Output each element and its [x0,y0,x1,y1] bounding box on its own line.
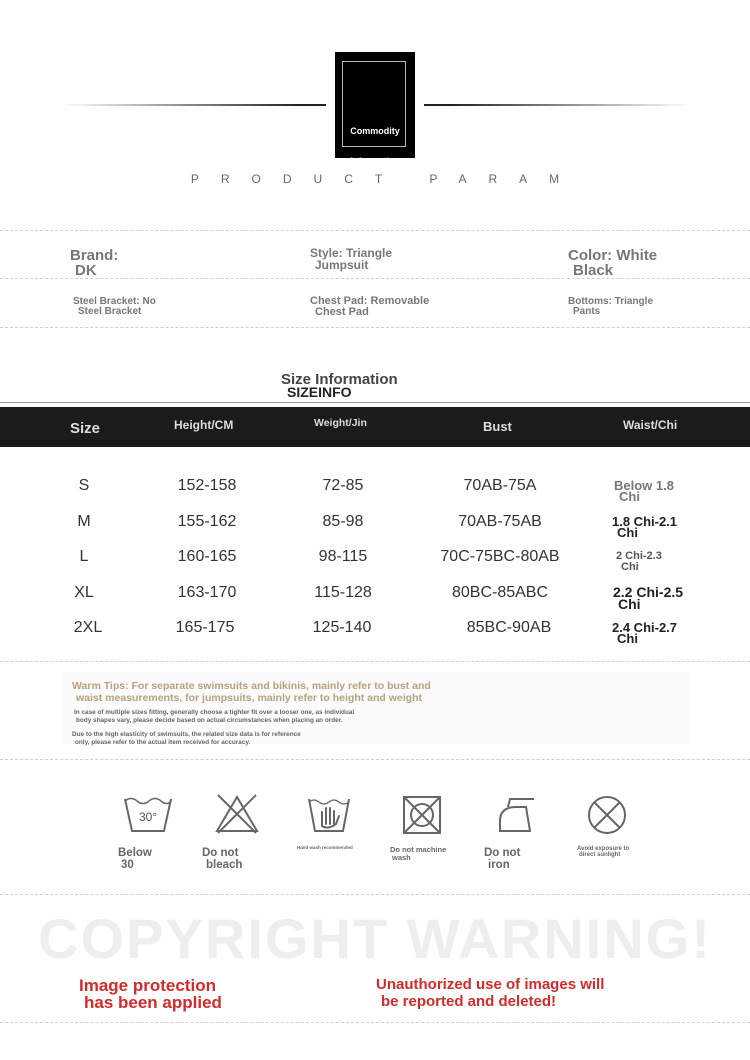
cell-height-s: 152-158 [177,477,237,494]
attr-style-label: Style: Triangle [310,246,393,260]
care-label-bleach-l1: Do not [202,847,239,859]
cell-height-m: 155-162 [177,513,237,530]
col-height: Height/CM [174,418,234,432]
attr-bottoms-value: Pants [573,306,601,317]
image-protection-notice [79,977,222,1011]
no-iron-icon [496,797,538,840]
unauthorized-use-notice [376,976,604,1010]
divider [0,894,750,895]
divider [0,661,750,662]
attr-color-value: Black [573,262,614,279]
cell-weight-2xl: 125-140 [312,619,372,636]
attr-bottoms-label: Bottoms: Triangle [568,296,654,307]
badge-line-2: Information [350,156,400,166]
divider [0,278,750,279]
cell-waist-l-l1: 2 Chi-2.3 [616,550,662,562]
fit-note-line-2: body shapes vary, please decide based on actual circumstances when placing an order. [76,717,343,724]
wash-30-icon [122,793,174,840]
cell-waist-2xl [612,622,722,644]
care-label-machine-l2: wash [392,852,411,862]
divider [0,230,750,231]
cell-weight-xl: 115-128 [314,584,372,601]
col-waist: Waist/Chi [623,418,678,432]
care-label-machine-l1: Do not machine [390,845,447,854]
table-top-rule [0,402,750,403]
cell-size-m: M [77,513,91,530]
care-label-sun [577,846,629,858]
elasticity-note-line-1: Due to the high elasticity of swimsuits, the related size data is for reference [72,731,301,738]
care-label-iron [484,848,520,871]
hand-wash-icon [306,795,352,840]
cell-size-2xl: 2XL [73,619,103,636]
attr-steel-bracket [73,297,156,317]
header-line-left [62,104,326,106]
cell-waist-s [614,480,724,502]
cell-waist-m-l1: 1.8 Chi-2.1 [612,514,678,529]
cell-waist-l [616,551,726,573]
attr-style [310,247,392,271]
size-info-subtitle: SIZEINFO [287,384,352,400]
attr-steel-bracket-label: Steel Bracket: No [73,296,156,307]
fit-note [74,709,404,725]
cell-bust-2xl: 85BC-90AB [466,619,552,636]
size-table-header [0,407,750,447]
attr-brand [70,248,118,278]
warm-tips [72,680,492,704]
cell-height-xl: 163-170 [177,584,237,601]
care-label-wash-l2: 30 [121,858,134,871]
cell-waist-m-l2: Chi [617,525,638,540]
divider [0,327,750,328]
cell-waist-xl [613,586,723,610]
care-label-bleach [202,848,242,871]
cell-bust-s: 70AB-75A [463,477,537,494]
cell-waist-m [612,516,722,538]
col-size: Size [70,420,101,437]
care-label-bleach-l2: bleach [206,858,243,871]
unauthorized-l1: Unauthorized use of images will [376,976,605,993]
warm-tips-line-1: Warm Tips: For separate swimsuits and bikinis, mainly refer to bust and [72,680,431,692]
care-label-machine [390,846,446,861]
image-protection-l1: Image protection [79,976,216,995]
attr-steel-bracket-value: Steel Bracket [78,306,142,317]
fit-note-line-1: In case of multiple sizes fitting, generally choose a tighter fit over a looser one, as individual [74,709,355,716]
care-label-wash [118,848,152,871]
unauthorized-l2: be reported and deleted! [381,993,557,1010]
no-bleach-icon [214,793,260,840]
divider [0,1022,750,1023]
wash-temp-text: 30° [139,810,158,824]
cell-waist-2xl-l2: Chi [617,631,638,646]
care-label-wash-l1: Below [118,847,152,859]
attr-color [568,248,657,278]
cell-size-s: S [78,477,90,494]
image-protection-l2: has been applied [84,993,222,1012]
care-label-iron-l2: iron [488,858,510,871]
attr-bottoms [568,297,653,317]
cell-size-xl: XL [74,584,94,601]
cell-waist-s-l1: Below 1.8 [614,478,674,493]
cell-height-2xl: 165-175 [175,619,235,636]
cell-height-l: 160-165 [177,548,237,565]
cell-waist-xl-l1: 2.2 Chi-2.5 [613,584,684,600]
attr-chest-pad [310,296,429,318]
cell-weight-s: 72-85 [322,477,364,494]
cell-weight-m: 85-98 [322,513,364,530]
cell-weight-l: 98-115 [318,548,368,565]
no-sunlight-icon [586,794,628,841]
cell-bust-l: 70C-75BC-80AB [440,548,560,565]
warm-tips-line-2: waist measurements, for jumpsuits, mainly refer to height and weight [76,692,422,704]
attr-brand-label: Brand: [70,247,119,264]
no-machine-wash-icon [402,795,442,840]
size-info-title: Size Information [281,371,398,388]
cell-waist-s-l2: Chi [619,489,640,504]
attr-chest-pad-value: Chest Pad [315,306,369,318]
elasticity-note [72,731,402,747]
care-label-sun-l1: Avoid exposure to [577,846,630,852]
attr-brand-value: DK [75,262,97,279]
cell-size-l: L [79,548,89,565]
copyright-warning: COPYRIGHT WARNING! [38,907,712,970]
attr-chest-pad-label: Chest Pad: Removable [310,295,430,307]
badge-line-1: Commodity [350,126,400,136]
attr-color-label: Color: White [568,247,658,264]
cell-bust-m: 70AB-75AB [458,513,542,530]
col-weight: Weight/Jin [314,417,367,429]
divider [0,759,750,760]
care-label-sun-l2: direct sunlight [579,852,621,858]
header-line-right [424,104,690,106]
cell-waist-2xl-l1: 2.4 Chi-2.7 [612,620,678,635]
commodity-info-badge [335,52,415,166]
cell-bust-xl: 80BC-85ABC [451,584,549,601]
cell-waist-xl-l2: Chi [618,596,641,612]
care-label-iron-l1: Do not [484,847,521,859]
care-label-hand-wash: Hand wash recommended [297,845,353,850]
col-bust: Bust [483,419,512,434]
elasticity-note-line-2: only, please refer to the actual item received for accuracy. [75,739,251,746]
attr-style-value: Jumpsuit [315,258,369,272]
product-param-subtitle: PRODUCT PARAM [190,172,582,186]
cell-waist-l-l2: Chi [621,561,639,573]
